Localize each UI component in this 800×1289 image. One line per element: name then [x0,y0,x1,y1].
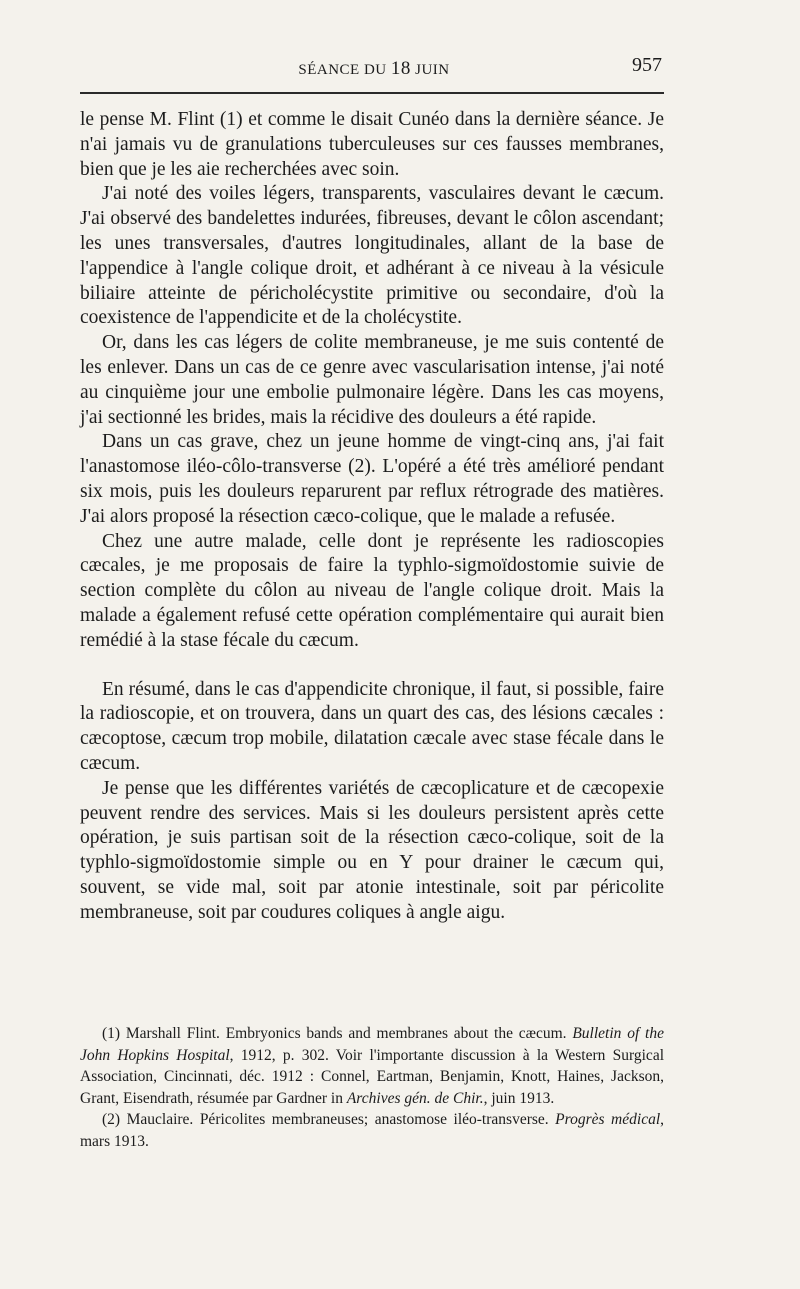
footnote-1-text: (1) Marshall Flint. Embryonics bands and membranes about the cæcum. [102,1025,573,1042]
footnote-2-journal: Progrès médical [555,1111,661,1128]
footnote-1-journal: Bulletin of the John Hopkins Hospital [80,1025,664,1064]
footnote-1-journal-2: Archives gén. de Chir. [346,1089,484,1107]
footnote-2-text-2: , mars 1913. [80,1111,665,1150]
footnote-2-text: (2) Mauclaire. Péricolites membraneuses; anastomose iléo-transverse. [102,1111,556,1128]
footnote-1-text-3: , juin 1913. [483,1089,555,1107]
paragraph: Je pense que les différentes variétés de cæcoplicature et de cæcopexie peuvent rendre des services. Mais si les douleurs persistent après cette opération, je suis partisan soit de la résection cæco-colique, soit de la typhlo-sigmoïdostomie simple ou en Y pour drainer le cæcum qui, souvent, se vide mal, soit par atonie intestinale, soit par péricolite membraneuse, soit par coudures coliques à angle aigu. [80,777,664,923]
footnotes [80,1023,664,1152]
body-text [80,108,664,926]
paragraph: Dans un cas grave, chez un jeune homme de vingt-cinq ans, j'ai fait l'anastomose iléo-côlo-transverse (2). L'opéré a été très amélioré pendant six mois, puis les douleurs reparurent par reflux rétrograde des matières. J'ai alors proposé la résection cæco-colique, que le malade a refusée. [80,431,664,527]
footnote-2 [80,1109,664,1152]
paragraph: Or, dans les cas légers de colite membraneuse, je me suis contenté de les enlever. Dans un cas de ce genre avec vascularisation intense, j'ai noté au cinquième jour une embolie pulmonaire légère. Dans les cas moyens, j'ai sectionné les brides, mais la récidive des douleurs a été rapide. [80,332,664,428]
running-head-day: 18 [390,58,411,79]
footnote-1 [80,1023,664,1109]
header-rule [80,92,664,94]
paragraph: le pense M. Flint (1) et comme le disait Cunéo dans la dernière séance. Je n'ai jamais vu de granulations tuberculeuses sur ces fausses membranes, bien que je les aie recherchées avec soin. [80,109,664,180]
running-head [78,58,670,80]
section-gap [80,654,664,678]
page-header [78,50,670,86]
paragraph: En résumé, dans le cas d'appendicite chronique, il faut, si possible, faire la radioscopie, et on trouvera, dans un quart des cas, des lésions cæcales : cæcoptose, cæcum trop mobile, dilatation cæcale avec stase fécale dans le cæcum. [80,678,664,774]
page-number: 957 [632,54,662,76]
paragraph: J'ai noté des voiles légers, transparents, vasculaires devant le cæcum. J'ai observé des bandelettes indurées, fibreuses, devant le côlon ascendant; les unes transversales, d'autres longitudinales, allant de la base de l'appendice à l'angle colique droit, et adhérant à ce niveau à la vésicule biliaire atteinte de péricholécystite primitive ou secondaire, d'où la coexistence de l'appendicite et de la cholécystite. [80,183,664,329]
running-head-pre: SÉANCE DU [298,62,391,78]
running-head-post: JUIN [410,62,450,78]
paragraph: Chez une autre malade, celle dont je représente les radioscopies cæcales, je me proposais de faire la typhlo-sigmoïdostomie suivie de section complète du côlon au niveau de l'angle colique droit. Mais la malade a également refusé cette opération complémentaire qui aurait bien remédié à la stase fécale du cæcum. [80,530,664,651]
footnote-1-text-2: , 1912, p. 302. Voir l'importante discussion à la Western Surgical Association, Cincinnati, déc. 1912 : Connel, Eartman, Benjamin, Knott, Haines, Jackson, Grant, Eisendrath, résumée par Gardner in [80,1046,664,1107]
